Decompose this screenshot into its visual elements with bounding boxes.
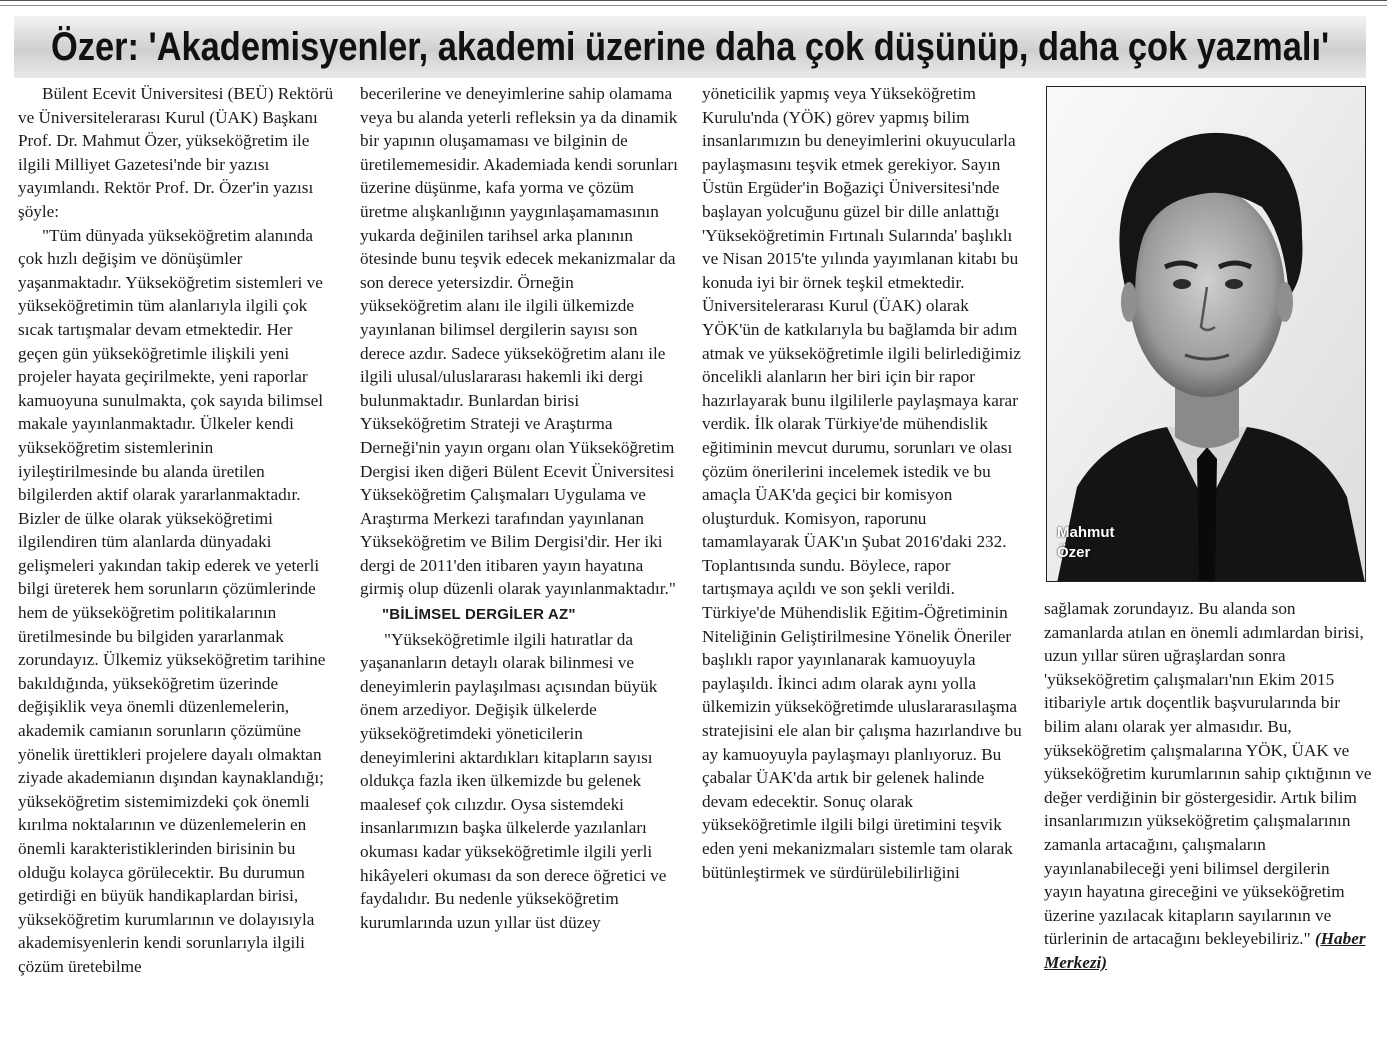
article-column-4 [1044,597,1372,975]
headline: Özer: 'Akademisyenler, akademi üzerine daha çok düşünüp, daha çok yazmalı' [50,24,1330,69]
top-rule [0,0,1387,6]
photo-caption [1057,523,1115,563]
caption-first-name: Mahmut [1057,524,1115,541]
article-column-1 [18,82,336,979]
byline: (Haber Merkezi) [1044,929,1366,972]
article-paragraph [360,628,680,935]
section-subheading: "BİLİMSEL DERGİLER AZ" [382,606,576,624]
article-column-3 [702,82,1022,884]
paragraph-text: Bülent Ecevit Üniversitesi (BEÜ) Rektörü ve Üniversitelerarası Kurul (ÜAK) Başkanı Prof. Dr. Mahmut Özer, yükseköğretim ile ilgili Milliyet Gazetesi'nde bir yazısı yayımlandı. Rektör Prof. Dr. Özer'in yazısı şöyle: [18,84,334,221]
paragraph-text: "Yükseköğretimle ilgili hatıratlar da yaşananların detaylı olarak bilinmesi ve deneyimlerin paylaşılması açısından büyük önem arzediyor. Değişik ülkelerde yükseköğretimdeki yöneticilerin deneyimlerini aktardıkları kitapların sayısı oldukça fazla iken ülkemizde bu gelenek maalesef çok cılızdır. Oysa sistemdeki insanlarımızın başka ülkelerde yazılanları okuması kadar yükseköğretimle ilgili yerli hikâyeleri okuması da son derece öğretici ve faydalıdır. Bu nedenle yükseköğretim kurumlarında uzun yıllar üst düzey [360,629,667,932]
article-column-2 [360,82,680,934]
paragraph-text: "Tüm dünyada yükseköğretim alanında çok hızlı değişim ve dönüşümler yaşanmaktadır. Yükseköğretim sistemleri ve yükseköğretimin tüm alanlarıyla ilgili çok sıcak tartışmalar devam etmektedir. Her geçen gün yükseköğretimle ilişkili yeni projeler hayata geçirilmekte, yeni raporlar kamuoyuna sunulmakta, çok sayıda bilimsel makale yayınlanmaktadır. Ülkeler kendi yükseköğretim sistemlerinin iyileştirilmesinde bu alanda üretilen bilgilerden aktif olarak yararlanmaktadır. Bizler de ülke olarak yükseköğretimi ilgilendiren tüm alanlarda dünyadaki gelişmeleri yakından takip ederek ve yeterli bilgi üreterek hem sorunların çözümlerinde hem de yükseköğretim politikalarının üretilmesinde bu bilgiden yararlanmak zorundayız. Ülkemiz yükseköğretim tarihine bakıldığında, yükseköğretim üzerinde değişiklik veya önemli düzenlemelerin, akademik camianın sorunların çözümüne yönelik ürettikleri projelere dayalı olmaktan ziyade akademianın dışından kaynaklandığı; yükseköğretim sistemimizdeki çok önemli kırılma noktalarının ve düzenlemelerin en önemli karakteristiklerinden birisinin bu olduğu kolayca görülecektir. Bu durumun getirdiği en büyük handikaplardan birisi, yükseköğretim kurumlarının ve dolayısıyla akademisyenlerin kendi sorunlarıyla ilgili çözüm üretebilme [18,225,326,976]
article-paragraph [18,82,336,224]
headline-bar [14,16,1366,78]
paragraph-text: yöneticilik yapmış veya Yükseköğretim Kurulu'nda (YÖK) görev yapmış bilim insanlarımızın bu deneyimlerini okuyucularla paylaşmasını teşvik etmek gerekiyor. Sayın Üstün Ergüder'in Boğaziçi Üniversitesi'nde başlayan yolcuğunu güzel bir dille anlattığı 'Yükseköğretimin Fırtınalı Sularında' başlıklı ve Nisan 2015'te yılında yayımlanan kitabı bu konuda iyi bir örnek teşkil etmektedir. Üniversitelerarası Kurul (ÜAK) olarak YÖK'ün de katkılarıyla bu bağlamda bir adım atmak ve yükseköğretimle ilgili belirlediğimiz öncelikli alanların her biri için bir rapor hazırlayarak bunu ilgililerle paylaşmaya karar verdik. İlk olarak Türkiye'de mühendislik eğitiminin mevcut durumu, sorunları ve olası çözüm önerilerini incelemek istedik ve bu amaçla ÜAK'da geçici bir komisyon oluşturduk. Komisyon, raporunu tamamlayarak ÜAK'ın Şubat 2016'daki 232. Toplantısında sundu. Böylece, rapor tartışmaya açıldı ve son şekli verildi. Türkiye'de Mühendislik Eğitim-Öğretiminin Niteliğinin Geliştirilmesine Yönelik Öneriler başlıklı rapor yayınlanarak kamuoyuyla paylaşıldı. İkinci adım olarak aynı yolla ülkemizin yükseköğretimde uluslararasılaşma stratejisini ele alan bir çalışma hazırlandıve bu ay kamuoyuyla paylaşmayı planlıyoruz. Bu çabalar ÜAK'da artık bir gelenek halinde devam edecektir. Sonuç olarak yükseköğretimle ilgili bilgi üretimini teşvik eden yeni mekanizmaları sistemle tam olarak bütünleştirmek ve sürdürülebilirliğini [702,84,1022,882]
article-paragraph [702,82,1022,884]
caption-last-name: Özer [1057,544,1091,561]
paragraph-text: becerilerine ve deneyimlerine sahip olamama veya bu alanda yeterli refleksin ya da dinamik bir yapının oluşamaması ve bilginin de üretilememesidir. Akademiada kendi sorunları üzerine düşünme, kafa yorma ve çözüm üretme alışkanlığının yaygınlaşamamasının yukarda değinilen tarihsel arka planının ötesinde bunu teşvik edecek mekanizmalar da son derece yetersizdir. Örneğin yükseköğretim alanı ile ilgili ülkemizde yayınlanan bilimsel dergilerin sayısı son derece azdır. Sadece yükseköğretim alanı ile ilgili ulusal/uluslararası hakemli iki dergi bulunmaktadır. Bunlardan birisi Yükseköğretim Strateji ve Araştırma Derneği'nin yayın organı olan Yükseköğretim Dergisi iken diğeri Bülent Ecevit Üniversitesi Yükseköğretim Çalışmaları Uygulama ve Araştırma Merkezi tarafından yayınlanan Yükseköğretim ve Bilim Dergisi'dir. Her iki dergi de 2011'den itibaren yayın hayatına girmiş olup düzenli olarak yayınlanmaktadır." [360,84,678,599]
article-paragraph [18,224,336,979]
paragraph-text: sağlamak zorundayız. Bu alanda son zamanlarda atılan en önemli adımlardan birisi, uzun yıllar süren uğraşlardan sonra 'yükseköğretim çalışmaları'nın Ekim 2015 itibariyle artık doçentlik başvurularında bir bilim alanı olarak yer almasıdır. Bu, yükseköğretim çalışmalarına YÖK, ÜAK ve yükseköğretim kurumlarının sahip çıktığının ve değer verdiğinin bir göstergesidir. Artık bilim insanlarımızın yükseköğretim çalışmalarının zamanla artacağını, çalışmaların yayınlanabileceği yeni bilimsel dergilerin yayın hayatına gireceğini ve yükseköğretim üzerine yazılacak kitapların sayılarının ve türlerinin de artacağını bekleyebiliriz." [1044,599,1372,949]
article-paragraph [1044,597,1372,975]
article-paragraph [360,82,680,601]
portrait-illustration [1047,87,1366,582]
portrait-photo [1046,86,1366,582]
